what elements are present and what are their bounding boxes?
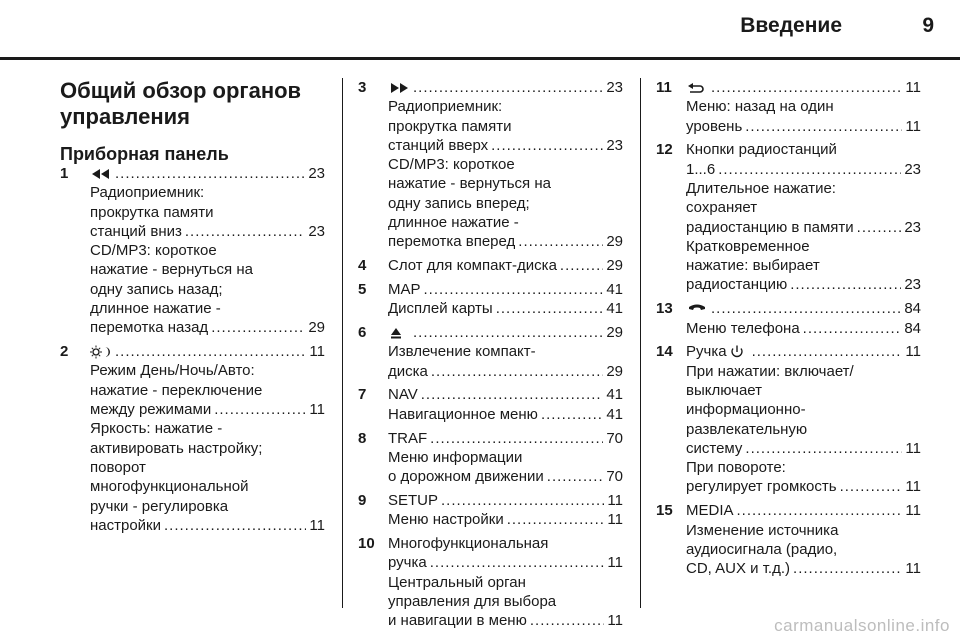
page-number: 9 [922,14,934,37]
entry-14: 14 Ручка ..... 11 При нажатии: включает/ выключает информационно- развлекательную систему ..... 11 При повороте: регулирует громкость ..... 11 [656,342,921,496]
entry-5: 5 MAP ..... 41 Дисплей карты ..... 41 [358,280,623,319]
section-title: Общий обзор органов управления [60,78,302,129]
entry-11: 11 ..... 11 Меню: назад на один уровень ..... 11 [656,78,921,136]
entry-7: 7 NAV ..... 41 Навигационное меню ..... 41 [358,385,623,424]
column-divider [342,78,343,608]
phone-icon [686,301,708,317]
subsection-title: Приборная панель [60,144,229,164]
day-night-icon [90,344,112,360]
eject-icon [388,325,410,341]
entry-12: 12 Кнопки радиостанций 1...6 ..... 23 Длительное нажатие: сохраняет радиостанцию в памяти ..... 23 Кратковременное нажатие: выбирает радиостанцию ..... 23 [656,140,921,294]
header-rule [0,57,960,60]
entry-2: 2 ..... 11 Режим День/Ночь/Авто: нажатие - переключение между режимами ..... 11 Яркость: нажатие - активировать настройку; поворот многофункциональной ручки - регулировка настройки ..... 11 [60,342,325,535]
entry-10: 10 Многофункциональная ручка ..... 11 Центральный орган управления для выбора и навигации в меню ..... 11 [358,534,623,630]
entry-8: 8 TRAF ..... 70 Меню информации о дорожном движении ..... 70 [358,429,623,487]
watermark: carmanualsonline.info [774,616,950,635]
entry-6: 6 ..... 29 Извлечение компакт- диска ..... 29 [358,323,623,381]
entry-13: 13 ..... 84 Меню телефона ..... 84 [656,299,921,338]
entry-3: 3 ..... 23 Радиоприемник: прокрутка памяти станций вверх ..... 23 CD/MP3: короткое нажатие - вернуться на одну запись вперед; длинное нажатие - перемотка вперед ..... 29 [358,78,623,252]
power-icon [727,344,749,360]
column-3 [656,78,921,583]
back-arrow-icon [686,80,708,96]
column-divider [640,78,641,608]
entry-9: 9 SETUP ..... 11 Меню настройки ..... 11 [358,491,623,530]
column-1 [60,78,325,540]
fast-forward-icon [388,80,410,96]
entry-4: 4 Слот для компакт-диска ..... 29 [358,256,623,275]
entry-1: 1 ..... 23 Радиоприемник: прокрутка памяти станций вниз ..... 23 CD/MP3: короткое нажатие - вернуться на одну запись назад; длинное нажатие - перемотка назад ..... 29 [60,164,325,338]
column-2 [358,78,623,635]
running-header-title: Введение [740,14,842,37]
rewind-icon [90,166,112,182]
entry-15: 15 MEDIA ..... 11 Изменение источника аудиосигнала (радио, CD, AUX и т.д.) ..... 11 [656,501,921,578]
